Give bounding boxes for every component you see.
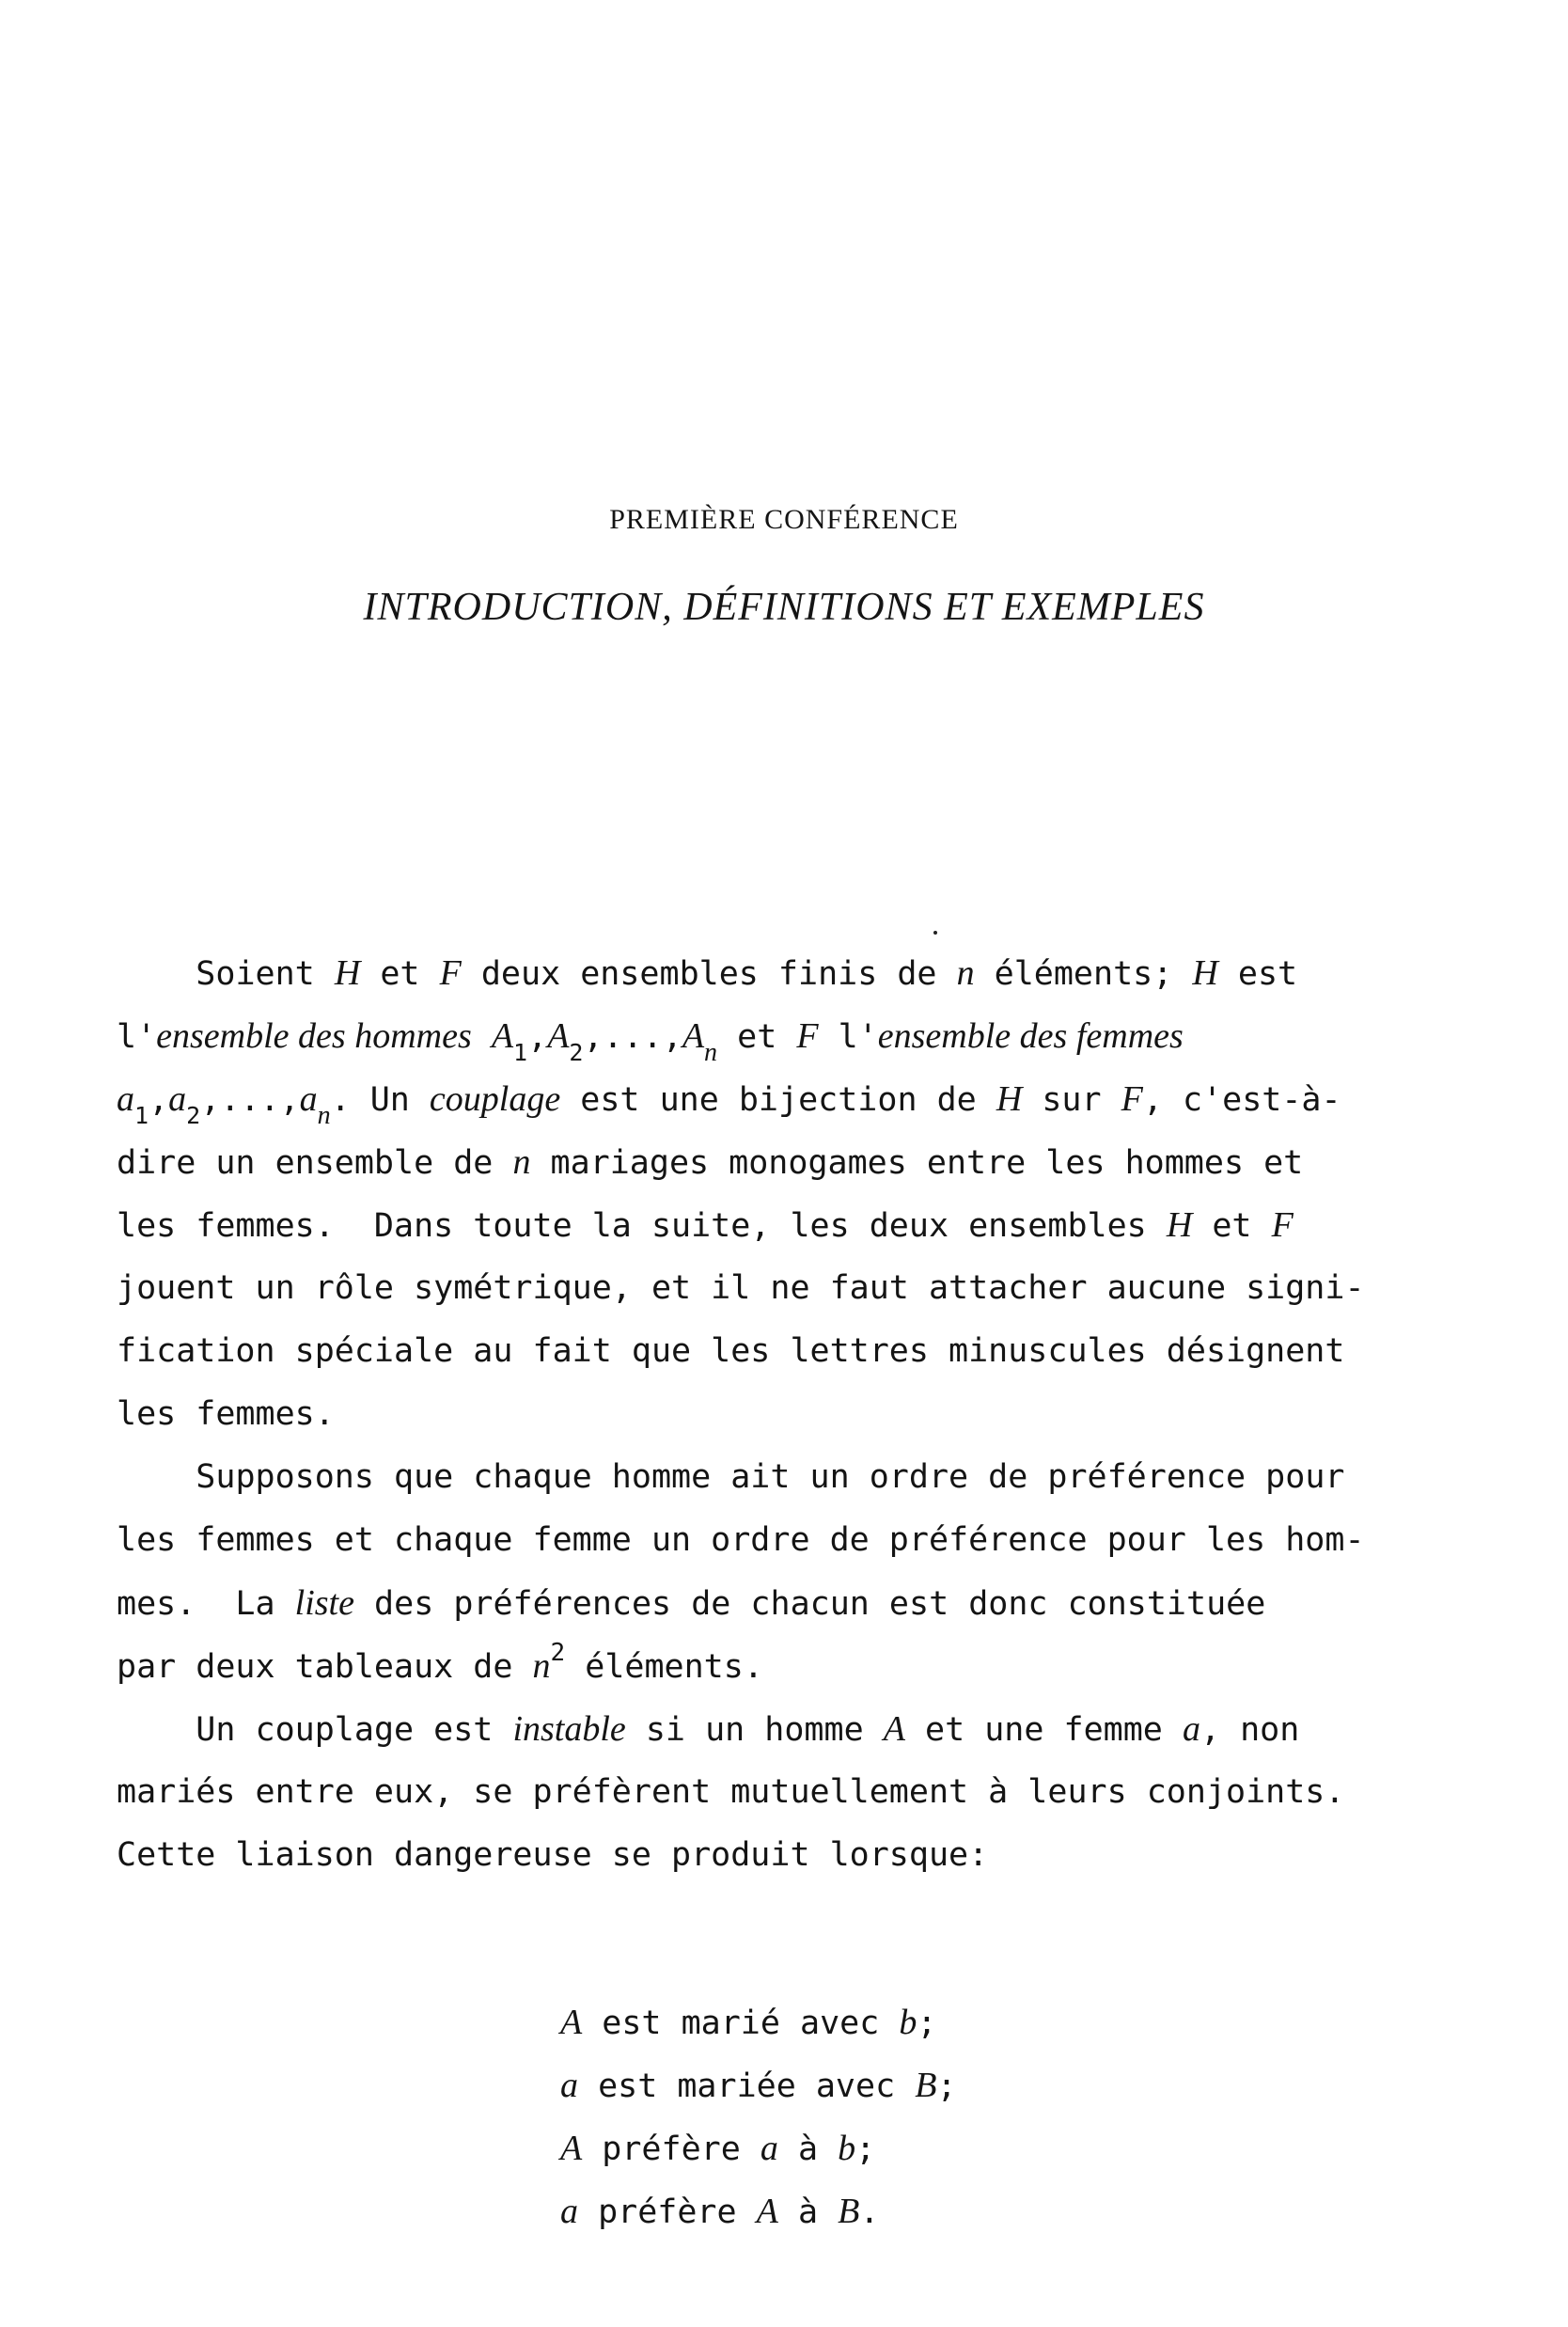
- paragraph-2: [117, 1446, 1470, 1698]
- paragraph-3: [117, 1698, 1470, 1887]
- paragraph-line: mariés entre eux, se préfèrent mutuellement à leurs conjoints.: [117, 1773, 1345, 1811]
- paragraph-line: Cette liaison dangereuse se produit lorsque:: [117, 1836, 989, 1874]
- condition-line: a est mariée avec B;: [560, 2066, 957, 2105]
- paragraph-line: mes. La liste des préférences de chacun est donc constituée: [117, 1583, 1266, 1623]
- condition-line: A préfère a à b;: [560, 2129, 876, 2168]
- condition-line: A est marié avec b;: [560, 2003, 937, 2042]
- condition-line: a préfère A à B.: [560, 2192, 880, 2231]
- paragraph-line: les femmes.: [117, 1395, 335, 1433]
- paragraph-1: [117, 942, 1470, 1446]
- chapter-title: INTRODUCTION, DÉFINITIONS ET EXEMPLES: [363, 586, 1205, 629]
- paragraph-line: les femmes. Dans toute la suite, les deux ensembles H et F: [117, 1205, 1294, 1245]
- paragraph-line: jouent un rôle symétrique, et il ne faut attacher aucune signi-: [117, 1269, 1365, 1307]
- paragraph-line: Supposons que chaque homme ait un ordre de préférence pour: [196, 1458, 1345, 1496]
- paragraph-line: Soient H et F deux ensembles finis de n éléments; H est: [196, 953, 1298, 993]
- paragraph-line: par deux tableaux de $n^2$ éléments.: [117, 1639, 763, 1686]
- paragraph-line: Un couplage est instable si un homme A et une femme a, non: [196, 1709, 1300, 1749]
- paragraph-line: dire un ensemble de n mariages monogames entre les hommes et: [117, 1142, 1304, 1182]
- stray-dot: [933, 931, 937, 935]
- conference-heading: PREMIÈRE CONFÉRENCE: [609, 504, 959, 535]
- instability-conditions: [560, 1991, 957, 2243]
- paragraph-line: fication spéciale au fait que les lettres minuscules désignent: [117, 1332, 1345, 1370]
- paragraph-line: les femmes et chaque femme un ordre de préférence pour les hom-: [117, 1521, 1365, 1559]
- paragraph-line: l'ensemble des hommes $A_1,A_2,...,A_n$ et F l'ensemble des femmes: [117, 1016, 1184, 1067]
- paragraph-line: $a_1,a_2,...,a_n$. Un couplage est une bijection de H sur F, c'est-à-: [117, 1079, 1341, 1130]
